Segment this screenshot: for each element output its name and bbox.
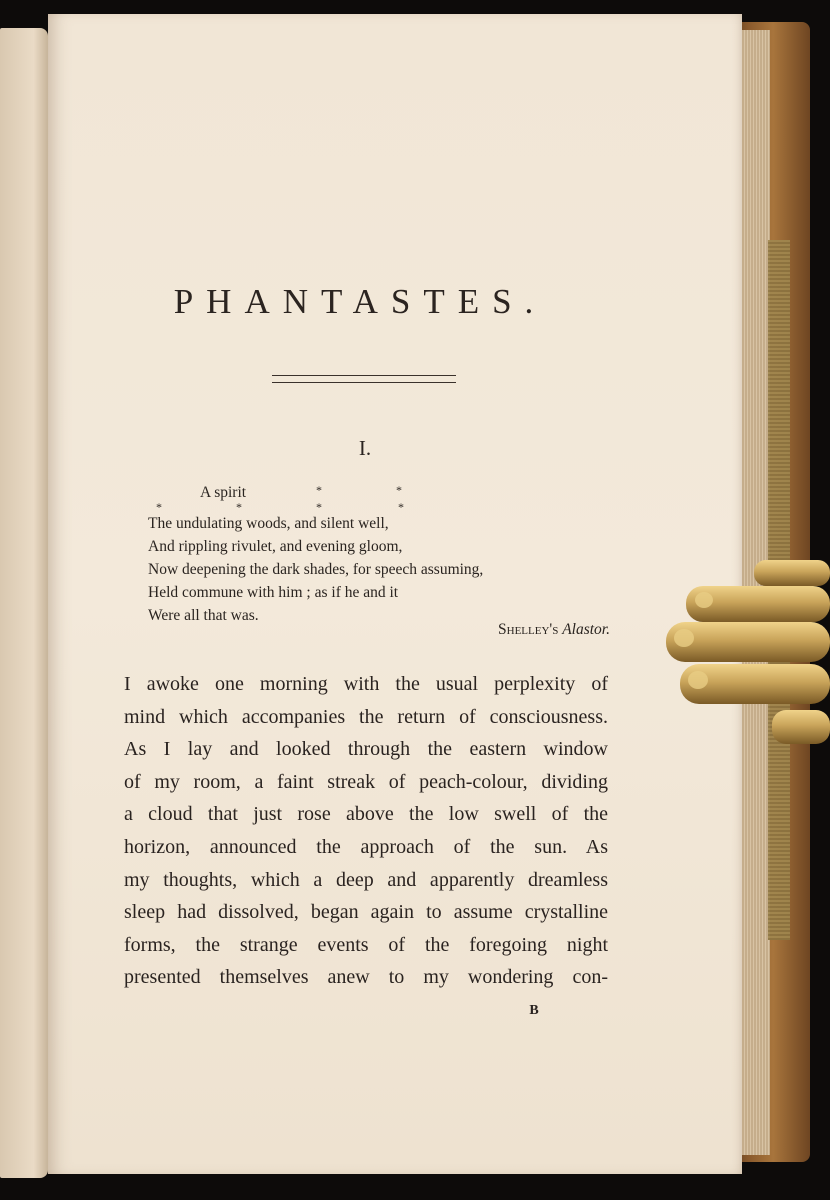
- brass-hand-page-holder: [664, 560, 830, 750]
- asterisk: *: [316, 500, 322, 514]
- signature-mark: B: [529, 1003, 539, 1018]
- body-line: As I lay and looked through the eastern window: [124, 738, 608, 761]
- asterisk: *: [156, 500, 162, 514]
- body-line: I awoke one morning with the usual perplexity of: [124, 673, 608, 695]
- epigraph-opening: A spirit: [200, 484, 247, 501]
- body-paragraph: [124, 668, 608, 994]
- epigraph-line: Held commune with him ; as if he and it: [148, 584, 399, 601]
- asterisk-row: [148, 498, 618, 512]
- body-line: horizon, announced the approach of the sun. As: [124, 835, 608, 858]
- attribution-work: Alastor.: [562, 621, 610, 638]
- body-line: a cloud that just rose above the low swell of the: [124, 803, 608, 826]
- attribution-author: Shelley's: [498, 621, 559, 638]
- body-line: forms, the strange events of the foregoing night: [124, 933, 608, 956]
- epigraph-attribution: [380, 621, 610, 639]
- left-page-edge: [0, 28, 48, 1178]
- asterisk: *: [236, 500, 242, 514]
- epigraph-line: The undulating woods, and silent well,: [148, 515, 389, 532]
- epigraph-line: Were all that was.: [148, 607, 259, 624]
- body-line: sleep had dissolved, began again to assume crystalline: [124, 901, 608, 924]
- epigraph-line: Now deepening the dark shades, for speech assuming,: [148, 561, 484, 578]
- body-line: presented themselves anew to my wondering con-: [124, 966, 608, 989]
- finger-top: [754, 560, 830, 586]
- chapter-number: I.: [358, 436, 372, 460]
- body-line: of my room, a faint streak of peach-colour, dividing: [124, 770, 608, 793]
- double-rule: [272, 375, 456, 383]
- body-line: my thoughts, which a deep and apparently dreamless: [124, 868, 608, 891]
- asterisk: *: [316, 483, 322, 497]
- epigraph: [148, 481, 618, 627]
- body-line: mind which accompanies the return of consciousness.: [124, 705, 608, 728]
- book-title: PHANTASTES.: [173, 282, 547, 321]
- asterisk: *: [396, 483, 402, 497]
- epigraph-line: And rippling rivulet, and evening gloom,: [148, 538, 403, 555]
- finger-little: [772, 710, 830, 744]
- asterisk: *: [398, 500, 404, 514]
